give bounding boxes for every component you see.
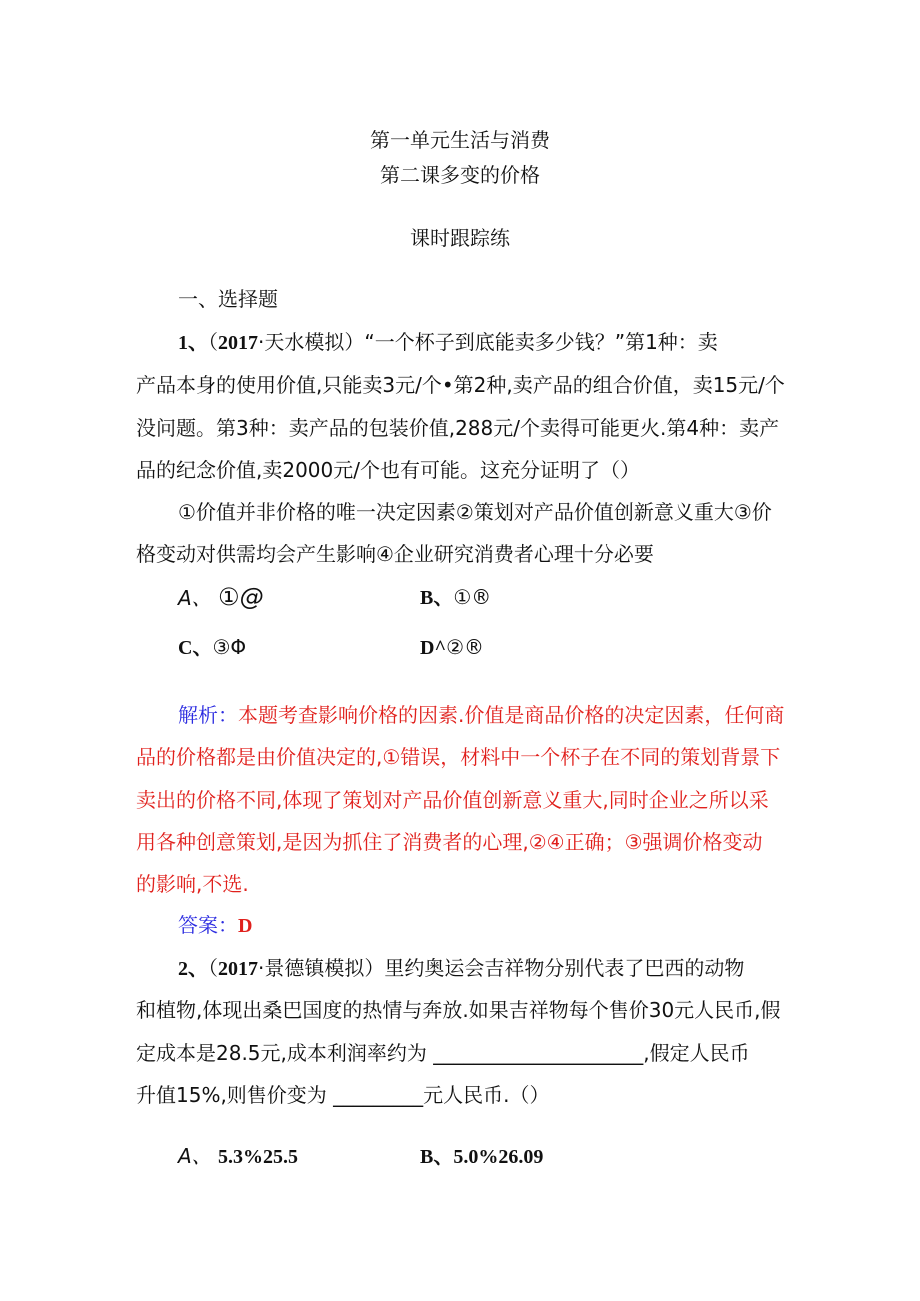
option-c[interactable] [178,634,246,661]
q2-option-a-text: 5.3%25.5 [218,1146,299,1168]
question-1-text-line: 品的纪念价值,卖2000元/个也有可能。这充分证明了（） [136,458,640,482]
q2-option-a[interactable] [178,1143,298,1170]
question-1-source-year: 2017 [218,332,258,354]
question-2-source-year: 2017 [218,958,258,980]
option-b-text: ①® [453,585,492,609]
question-2-text-line: 和植物,体现出桑巴国度的热情与奔放.如果吉祥物每个售价30元人民币,假 [136,998,781,1022]
unit-title: 第一单元生活与消费 [370,128,550,152]
lesson-title: 第二课多变的价格 [380,163,540,187]
option-c-label: C、 [178,637,213,659]
option-b[interactable] [420,584,491,611]
question-1-first-line [178,329,718,356]
analysis-text-line: 的影响,不选. [136,872,249,896]
option-c-text: ③Φ [212,635,247,659]
question-1-text-line: 产品本身的使用价值,只能卖3元/个•第2种,卖产品的组合价值，卖15元/个 [136,373,785,397]
question-2-text-line: 升值15%,则售价变为 _________元人民币.（） [136,1083,550,1107]
answer-value: D [238,915,253,937]
q2-option-b[interactable] [420,1143,543,1170]
question-1-text-line: 没问题。第3种：卖产品的包装价值,288元/个卖得可能更火.第4种：卖产 [136,416,780,440]
question-2-text-line: 定成本是28.5元,成本利润率约为 _____________________,假定人民币 [136,1041,750,1065]
q2-option-b-label: B、 [420,1146,454,1168]
analysis-text-line: 用各种创意策划,是因为抓住了消费者的心理,②④正确；③强调价格变动 [136,830,763,854]
option-a[interactable] [178,584,264,611]
question-1-statements-line: ①价值并非价格的唯一决定因素②策划对产品价值创新意义重大③价 [178,500,772,524]
analysis-label: 解析： [178,703,238,727]
option-a-label: A、 [178,586,212,610]
question-2-source-place: ·景德镇模拟） [258,956,385,980]
question-2-text-line: 里约奥运会吉祥物分别代表了巴西的动物 [384,956,745,980]
question-2-first-line [178,955,744,982]
analysis-text-line: 品的价格都是由价值决定的,①错误，材料中一个杯子在不同的策划背景下 [136,745,781,769]
option-d-label: D^ [420,637,447,659]
q2-option-a-label: A、 [178,1144,212,1168]
analysis-text-line: 本题考查影响价格的因素.价值是商品价格的决定因素，任何商 [238,703,785,727]
exercise-title: 课时跟踪练 [410,226,510,250]
analysis-text-line: 卖出的价格不同,体现了策划对产品价值创新意义重大,同时企业之所以采 [136,788,769,812]
option-d[interactable] [420,634,484,661]
answer-label: 答案： [178,913,238,937]
q2-option-b-text: 5.0%26.09 [453,1146,544,1168]
section-heading: 一、选择题 [178,287,278,311]
answer-line [178,912,252,939]
question-1-source-place: ·天水模拟） [258,330,365,354]
analysis-first-line [178,702,784,728]
question-2-number: 2、 [178,958,208,980]
question-1-statements-line: 格变动对供需均会产生影响④企业研究消费者心理十分必要 [136,542,654,566]
question-1-number: 1、 [178,332,208,354]
option-d-text: ②® [446,635,485,659]
question-1-source-open: （ [208,330,218,354]
question-1-text-line: “一个杯子到底能卖多少钱？”第1种：卖 [364,330,718,354]
question-2-source-open: （ [208,956,218,980]
option-b-label: B、 [420,587,454,609]
option-a-text: ①@ [218,583,264,611]
